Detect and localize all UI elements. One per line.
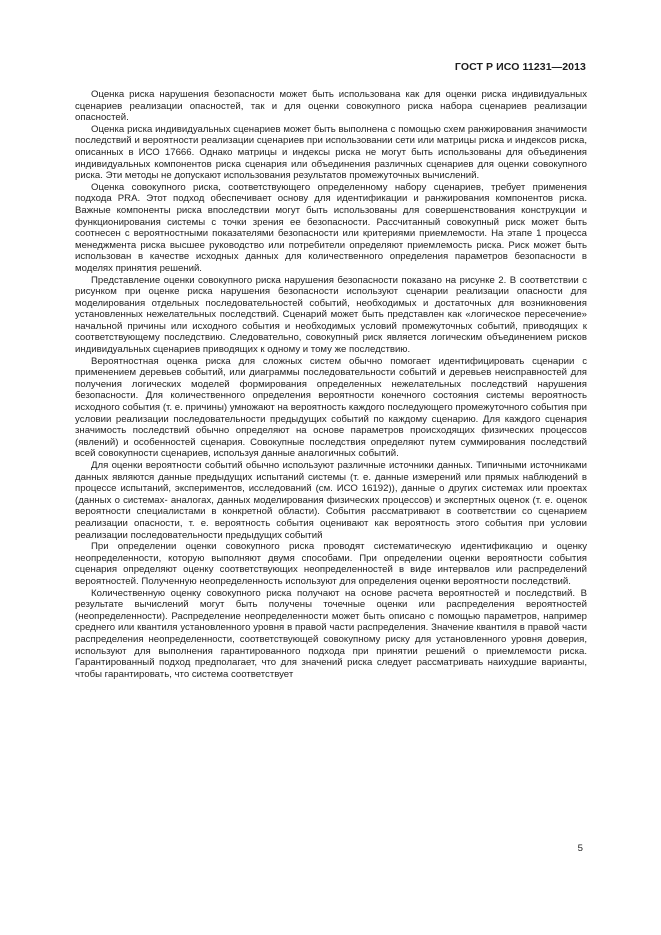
paragraph: Вероятностная оценка риска для сложных систем обычно помогает идентифицировать сценарии с применением деревьев событий, или диаграммы последовательности событий и деревьев неисправностей для получения логических моделей формирования определенных нежелательных последствий нарушения безопасности. Для количественного определения вероятности конечного состояния системы вероятность исходного события (т. е. причины) умножают на вероятность каждого последующего промежуточного события при условии реализации последовательности предыдущих событий по каждому сценарию. Для каждого сценария значимость последствий обычно определяют на основе параметров происходящих физических процессов (явлений) и особенностей сценария. Совокупные последствия определяют путем суммирования последствий всей совокупности сценариев, используя данные аналогичных событий. (75, 355, 587, 460)
paragraph: Оценка совокупного риска, соответствующего определенному набору сценариев, требует применения подхода PRA. Этот подход обеспечивает основу для идентификации и ранжирования компонентов риска. Важные компоненты риска впоследствии могут быть использованы для совершенствования конструкции и функционирования системы с точки зрения ее безопасности. Рассчитанный совокупный риск может быть соотнесен с вероятностными показателями безопасности или критериями приемлемости. На этапе 1 процесса менеджмента риска высшее руководство или потребители определяют приемлемость риска. Риск может быть использован в качестве исходных данных для количественного определения параметров безопасности в моделях принятия решений. (75, 181, 587, 274)
paragraph: Количественную оценку совокупного риска получают на основе расчета вероятностей и последствий. В результате вычислений могут быть получены точечные оценки или распределения вероятностей (неопределенности). Распределение неопределенности может быть описано с помощью параметров, например среднего или квантиля установленного уровня в правой части распределения. Значение квантиля в правой части распределения неопределенности, соответствующей совокупному риску для установленного уровня доверия, используют для выполнения гарантированного подхода при принятии решений о приемлемости риска. Гарантированный подход предполагает, что для значений риска следует рассматривать наихудшие варианты, чтобы гарантировать, что система соответствует (75, 587, 587, 680)
paragraph: Для оценки вероятности событий обычно используют различные источники данных. Типичными источниками данных являются данные предыдущих испытаний системы (т. е. данные измерений или прямых наблюдений в процессе испытаний, экспериментов, исследований (см. ИСО 16192)), данные о других системах или проектах (данных о системах- аналогах, данных моделирования физических процессов) и экспертных оценок (т. е. оценок вероятности специалистами в конкретной области). События рассматривают в соответствии со сценарием реализации опасности, т. е. вероятность события оценивают как вероятность этого события при условии реализации последовательности предыдущих событий (75, 460, 587, 541)
standard-header: ГОСТ Р ИСО 11231—2013 (454, 61, 586, 73)
paragraph: Представление оценки совокупного риска нарушения безопасности показано на рисунке 2. В соответствии с рисунком при оценке риска нарушения безопасности используют сценарии реализации опасности для моделирования отдельных последовательностей событий, необходимых и достаточных для возникновения установленных нежелательных последствий. Сценарий может быть представлен как «логическое пересечение» начальной причины или исходного события и необходимых условий промежуточных событий, приводящих к соответствующему последствию. Следовательно, совокупный риск является логическим объединением рисков индивидуальных сценариев приводящих к одному и тому же последствию. (75, 274, 587, 356)
page-number: 5 (577, 843, 583, 854)
paragraph: При определении оценки совокупного риска проводят систематическую идентификацию и оценку неопределенности, которую выполняют двумя способами. При определении оценки вероятности события сценария определяют оценку соответствующих неопределенностей в виде интервалов или распределений вероятностей. Полученную неопределенность используют для определения оценки вероятности последствий. (75, 541, 587, 587)
paragraph: Оценка риска нарушения безопасности может быть использована как для оценки риска индивидуальных сценариев реализации опасностей, так и для оценки совокупного риска набора сценариев реализации опасностей. (75, 89, 587, 124)
body-text (75, 89, 587, 680)
paragraph: Оценка риска индивидуальных сценариев может быть выполнена с помощью схем ранжирования значимости последствий и вероятности реализации сценариев при использовании сети или матрицы риска и индексов риска, описанных в ИСО 17666. Однако матрицы и индексы риска не могут быть использованы для объединения индивидуальных компонентов риска сценария или объединения различных сценариев для оценки совокупного риска. Эти методы не допускают использования результатов промежуточных вычислений. (75, 123, 587, 182)
